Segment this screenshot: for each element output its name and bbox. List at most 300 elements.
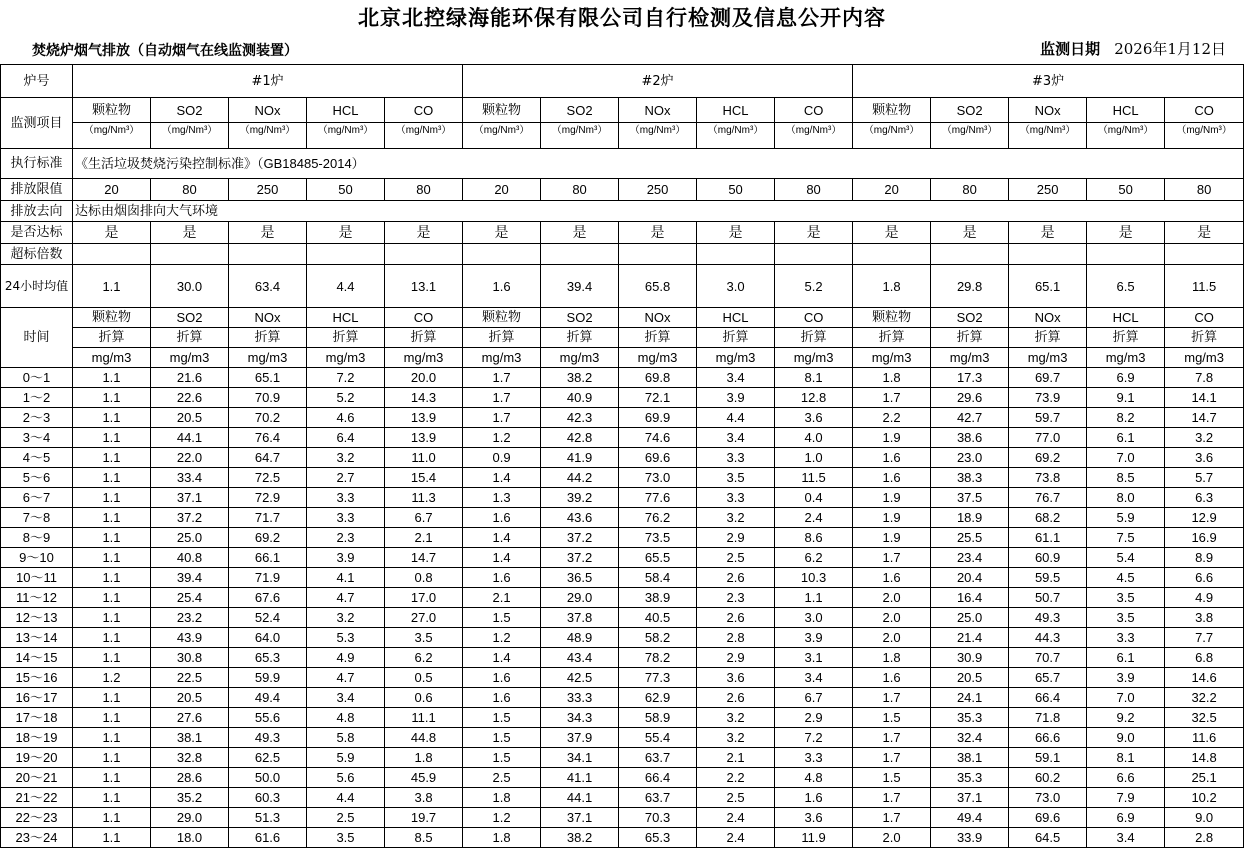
avg-value: 30.0 [151, 265, 229, 308]
item-label: 监测项目 [1, 98, 73, 149]
value-cell: 73.8 [1009, 468, 1087, 488]
value-cell: 4.7 [307, 668, 385, 688]
value-cell: 71.7 [229, 508, 307, 528]
time-cell: 4～5 [1, 448, 73, 468]
value-cell: 3.5 [385, 628, 463, 648]
exceed-label: 超标倍数 [1, 244, 73, 265]
value-cell: 22.6 [151, 388, 229, 408]
time-cell: 3～4 [1, 428, 73, 448]
value-cell: 19.7 [385, 808, 463, 828]
compliant-value: 是 [541, 222, 619, 244]
value-cell: 6.1 [1087, 428, 1165, 448]
value-cell: 2.2 [853, 408, 931, 428]
unit-header: （mg/Nm³） [697, 123, 775, 149]
value-cell: 33.3 [541, 688, 619, 708]
time-cell: 17～18 [1, 708, 73, 728]
value-cell: 2.0 [853, 828, 931, 848]
value-cell: 35.3 [931, 708, 1009, 728]
exceed-value [463, 244, 541, 265]
value-cell: 29.6 [931, 388, 1009, 408]
value-cell: 5.8 [307, 728, 385, 748]
value-cell: 6.6 [1165, 568, 1244, 588]
compliant-value: 是 [463, 222, 541, 244]
value-cell: 20.4 [931, 568, 1009, 588]
value-cell: 2.5 [307, 808, 385, 828]
value-cell: 3.6 [1165, 448, 1244, 468]
item-header: SO2 [541, 98, 619, 123]
avg-value: 1.8 [853, 265, 931, 308]
page-title: 北京北控绿海能环保有限公司自行检测及信息公开内容 [358, 5, 886, 30]
time-cell: 18～19 [1, 728, 73, 748]
item-header: NOx [619, 98, 697, 123]
value-cell: 7.2 [775, 728, 853, 748]
value-cell: 3.3 [697, 488, 775, 508]
value-cell: 3.1 [775, 648, 853, 668]
limit-value: 80 [541, 179, 619, 201]
value-cell: 6.8 [1165, 648, 1244, 668]
value-cell: 7.0 [1087, 448, 1165, 468]
value-cell: 4.0 [775, 428, 853, 448]
value-cell: 4.8 [307, 708, 385, 728]
value-cell: 3.2 [307, 448, 385, 468]
value-cell: 1.7 [853, 808, 931, 828]
exceed-value [151, 244, 229, 265]
converted-header: 折算 [385, 328, 463, 348]
value-cell: 13.9 [385, 408, 463, 428]
converted-header: 折算 [73, 328, 151, 348]
value-cell: 8.1 [1087, 748, 1165, 768]
value-cell: 1.9 [853, 528, 931, 548]
avg-value: 4.4 [307, 265, 385, 308]
value-cell: 14.3 [385, 388, 463, 408]
value-cell: 69.2 [1009, 448, 1087, 468]
value-cell: 73.0 [1009, 788, 1087, 808]
value-cell: 1.8 [463, 828, 541, 848]
value-cell: 0.9 [463, 448, 541, 468]
value-cell: 6.1 [1087, 648, 1165, 668]
value-cell: 1.1 [73, 368, 151, 388]
value-cell: 3.9 [1087, 668, 1165, 688]
item-header: CO [1165, 98, 1244, 123]
value-cell: 42.7 [931, 408, 1009, 428]
value-cell: 1.1 [73, 428, 151, 448]
hourly-item-header: CO [775, 308, 853, 328]
value-cell: 3.5 [1087, 588, 1165, 608]
value-cell: 4.1 [307, 568, 385, 588]
value-cell: 1.1 [73, 788, 151, 808]
hourly-unit-header: mg/m3 [931, 348, 1009, 368]
converted-header: 折算 [1087, 328, 1165, 348]
value-cell: 3.6 [775, 408, 853, 428]
value-cell: 20.5 [151, 408, 229, 428]
time-cell: 10～11 [1, 568, 73, 588]
value-cell: 8.5 [385, 828, 463, 848]
hourly-unit-header: mg/m3 [1165, 348, 1244, 368]
value-cell: 8.1 [775, 368, 853, 388]
value-cell: 63.7 [619, 788, 697, 808]
value-cell: 20.5 [931, 668, 1009, 688]
time-cell: 14～15 [1, 648, 73, 668]
value-cell: 9.2 [1087, 708, 1165, 728]
value-cell: 1.6 [853, 668, 931, 688]
limit-value: 80 [931, 179, 1009, 201]
compliant-value: 是 [229, 222, 307, 244]
value-cell: 2.9 [697, 648, 775, 668]
value-cell: 62.5 [229, 748, 307, 768]
monitoring-date [1040, 38, 1226, 59]
value-cell: 2.4 [697, 808, 775, 828]
value-cell: 1.6 [853, 468, 931, 488]
value-cell: 9.1 [1087, 388, 1165, 408]
value-cell: 28.6 [151, 768, 229, 788]
value-cell: 11.3 [385, 488, 463, 508]
value-cell: 35.2 [151, 788, 229, 808]
value-cell: 38.1 [151, 728, 229, 748]
value-cell: 1.1 [73, 528, 151, 548]
value-cell: 44.1 [541, 788, 619, 808]
value-cell: 1.8 [463, 788, 541, 808]
value-cell: 1.1 [73, 548, 151, 568]
value-cell: 3.2 [697, 708, 775, 728]
value-cell: 3.4 [307, 688, 385, 708]
value-cell: 12.9 [1165, 508, 1244, 528]
value-cell: 1.7 [463, 388, 541, 408]
value-cell: 21.6 [151, 368, 229, 388]
value-cell: 76.7 [1009, 488, 1087, 508]
value-cell: 18.0 [151, 828, 229, 848]
value-cell: 38.3 [931, 468, 1009, 488]
exceed-value [931, 244, 1009, 265]
value-cell: 64.5 [1009, 828, 1087, 848]
value-cell: 1.1 [73, 648, 151, 668]
value-cell: 1.5 [463, 708, 541, 728]
limit-label: 排放限值 [1, 179, 73, 201]
time-cell: 12～13 [1, 608, 73, 628]
converted-header: 折算 [619, 328, 697, 348]
value-cell: 6.7 [775, 688, 853, 708]
value-cell: 66.4 [1009, 688, 1087, 708]
unit-header: （mg/Nm³） [931, 123, 1009, 149]
value-cell: 1.6 [853, 448, 931, 468]
value-cell: 36.5 [541, 568, 619, 588]
value-cell: 45.9 [385, 768, 463, 788]
avg-value: 3.0 [697, 265, 775, 308]
value-cell: 55.4 [619, 728, 697, 748]
value-cell: 21.4 [931, 628, 1009, 648]
value-cell: 5.3 [307, 628, 385, 648]
value-cell: 1.9 [853, 488, 931, 508]
unit-header: （mg/Nm³） [229, 123, 307, 149]
value-cell: 5.4 [1087, 548, 1165, 568]
limit-value: 80 [775, 179, 853, 201]
avg-value: 65.1 [1009, 265, 1087, 308]
value-cell: 3.3 [307, 488, 385, 508]
value-cell: 1.5 [853, 708, 931, 728]
hourly-unit-header: mg/m3 [385, 348, 463, 368]
value-cell: 5.7 [1165, 468, 1244, 488]
value-cell: 3.2 [697, 508, 775, 528]
value-cell: 1.1 [73, 748, 151, 768]
value-cell: 50.7 [1009, 588, 1087, 608]
value-cell: 60.2 [1009, 768, 1087, 788]
hourly-unit-header: mg/m3 [73, 348, 151, 368]
value-cell: 37.2 [151, 508, 229, 528]
item-header: 颗粒物 [73, 98, 151, 123]
avg-value: 29.8 [931, 265, 1009, 308]
value-cell: 2.4 [775, 508, 853, 528]
item-header: CO [775, 98, 853, 123]
value-cell: 32.8 [151, 748, 229, 768]
value-cell: 38.6 [931, 428, 1009, 448]
value-cell: 33.9 [931, 828, 1009, 848]
compliant-value: 是 [775, 222, 853, 244]
value-cell: 24.1 [931, 688, 1009, 708]
value-cell: 51.3 [229, 808, 307, 828]
value-cell: 22.0 [151, 448, 229, 468]
value-cell: 61.6 [229, 828, 307, 848]
value-cell: 25.0 [151, 528, 229, 548]
value-cell: 4.8 [775, 768, 853, 788]
value-cell: 60.9 [1009, 548, 1087, 568]
hourly-unit-header: mg/m3 [307, 348, 385, 368]
value-cell: 44.8 [385, 728, 463, 748]
value-cell: 16.4 [931, 588, 1009, 608]
value-cell: 1.4 [463, 548, 541, 568]
value-cell: 69.9 [619, 408, 697, 428]
value-cell: 3.4 [697, 368, 775, 388]
value-cell: 5.2 [307, 388, 385, 408]
hourly-item-header: HCL [1087, 308, 1165, 328]
value-cell: 66.4 [619, 768, 697, 788]
value-cell: 2.6 [697, 688, 775, 708]
value-cell: 38.2 [541, 368, 619, 388]
value-cell: 43.6 [541, 508, 619, 528]
value-cell: 1.9 [853, 508, 931, 528]
value-cell: 1.7 [853, 388, 931, 408]
value-cell: 9.0 [1165, 808, 1244, 828]
time-cell: 13～14 [1, 628, 73, 648]
value-cell: 1.1 [73, 448, 151, 468]
value-cell: 3.9 [775, 628, 853, 648]
value-cell: 70.3 [619, 808, 697, 828]
value-cell: 76.4 [229, 428, 307, 448]
value-cell: 63.7 [619, 748, 697, 768]
value-cell: 77.3 [619, 668, 697, 688]
value-cell: 4.4 [697, 408, 775, 428]
limit-value: 250 [229, 179, 307, 201]
value-cell: 66.1 [229, 548, 307, 568]
hourly-unit-header: mg/m3 [229, 348, 307, 368]
unit-header: （mg/Nm³） [73, 123, 151, 149]
exceed-value [307, 244, 385, 265]
time-cell: 8～9 [1, 528, 73, 548]
value-cell: 40.8 [151, 548, 229, 568]
compliant-value: 是 [619, 222, 697, 244]
value-cell: 65.3 [229, 648, 307, 668]
hourly-item-header: SO2 [151, 308, 229, 328]
value-cell: 77.0 [1009, 428, 1087, 448]
value-cell: 0.8 [385, 568, 463, 588]
item-header: CO [385, 98, 463, 123]
exceed-value [73, 244, 151, 265]
value-cell: 7.7 [1165, 628, 1244, 648]
furnace-header: #1炉 [73, 65, 463, 98]
value-cell: 1.1 [73, 728, 151, 748]
compliant-value: 是 [307, 222, 385, 244]
hourly-item-header: SO2 [541, 308, 619, 328]
time-cell: 15～16 [1, 668, 73, 688]
avg-value: 11.5 [1165, 265, 1244, 308]
value-cell: 1.1 [73, 628, 151, 648]
value-cell: 76.2 [619, 508, 697, 528]
value-cell: 37.5 [931, 488, 1009, 508]
value-cell: 1.3 [463, 488, 541, 508]
unit-header: （mg/Nm³） [1165, 123, 1244, 149]
value-cell: 1.9 [853, 428, 931, 448]
value-cell: 7.0 [1087, 688, 1165, 708]
value-cell: 44.3 [1009, 628, 1087, 648]
exceed-value [619, 244, 697, 265]
value-cell: 14.7 [1165, 408, 1244, 428]
value-cell: 30.8 [151, 648, 229, 668]
value-cell: 1.7 [853, 688, 931, 708]
value-cell: 44.1 [151, 428, 229, 448]
avg-value: 39.4 [541, 265, 619, 308]
value-cell: 59.1 [1009, 748, 1087, 768]
value-cell: 69.6 [619, 448, 697, 468]
value-cell: 1.6 [463, 508, 541, 528]
value-cell: 8.2 [1087, 408, 1165, 428]
value-cell: 16.9 [1165, 528, 1244, 548]
value-cell: 1.1 [775, 588, 853, 608]
value-cell: 30.9 [931, 648, 1009, 668]
limit-value: 50 [307, 179, 385, 201]
value-cell: 69.7 [1009, 368, 1087, 388]
value-cell: 49.3 [1009, 608, 1087, 628]
value-cell: 59.9 [229, 668, 307, 688]
value-cell: 3.9 [697, 388, 775, 408]
hourly-unit-header: mg/m3 [1087, 348, 1165, 368]
limit-value: 50 [1087, 179, 1165, 201]
compliant-value: 是 [853, 222, 931, 244]
value-cell: 3.6 [697, 668, 775, 688]
value-cell: 73.5 [619, 528, 697, 548]
limit-value: 80 [1165, 179, 1244, 201]
value-cell: 1.6 [775, 788, 853, 808]
value-cell: 1.7 [853, 748, 931, 768]
hourly-item-header: HCL [697, 308, 775, 328]
value-cell: 42.5 [541, 668, 619, 688]
value-cell: 1.8 [385, 748, 463, 768]
value-cell: 2.0 [853, 628, 931, 648]
value-cell: 1.6 [463, 668, 541, 688]
limit-value: 250 [619, 179, 697, 201]
value-cell: 6.9 [1087, 808, 1165, 828]
value-cell: 1.7 [853, 728, 931, 748]
value-cell: 1.0 [775, 448, 853, 468]
compliant-value: 是 [931, 222, 1009, 244]
value-cell: 2.1 [463, 588, 541, 608]
exceed-value [541, 244, 619, 265]
value-cell: 69.2 [229, 528, 307, 548]
value-cell: 3.3 [307, 508, 385, 528]
value-cell: 37.9 [541, 728, 619, 748]
time-cell: 21～22 [1, 788, 73, 808]
value-cell: 39.4 [151, 568, 229, 588]
value-cell: 2.5 [697, 548, 775, 568]
exceed-value [229, 244, 307, 265]
value-cell: 38.1 [931, 748, 1009, 768]
value-cell: 3.3 [1087, 628, 1165, 648]
value-cell: 1.5 [853, 768, 931, 788]
value-cell: 37.8 [541, 608, 619, 628]
value-cell: 73.9 [1009, 388, 1087, 408]
value-cell: 67.6 [229, 588, 307, 608]
value-cell: 3.6 [775, 808, 853, 828]
value-cell: 1.8 [853, 648, 931, 668]
value-cell: 42.8 [541, 428, 619, 448]
value-cell: 3.4 [775, 668, 853, 688]
value-cell: 2.8 [1165, 828, 1244, 848]
value-cell: 1.5 [463, 748, 541, 768]
item-header: SO2 [931, 98, 1009, 123]
converted-header: 折算 [229, 328, 307, 348]
value-cell: 5.6 [307, 768, 385, 788]
value-cell: 34.1 [541, 748, 619, 768]
item-header: HCL [1087, 98, 1165, 123]
value-cell: 1.1 [73, 468, 151, 488]
value-cell: 1.2 [463, 628, 541, 648]
unit-header: （mg/Nm³） [619, 123, 697, 149]
value-cell: 3.2 [697, 728, 775, 748]
value-cell: 2.1 [385, 528, 463, 548]
direction-label: 排放去向 [1, 201, 73, 222]
value-cell: 23.4 [931, 548, 1009, 568]
value-cell: 27.0 [385, 608, 463, 628]
value-cell: 0.6 [385, 688, 463, 708]
converted-header: 折算 [307, 328, 385, 348]
limit-value: 20 [73, 179, 151, 201]
converted-header: 折算 [1009, 328, 1087, 348]
hourly-item-header: CO [385, 308, 463, 328]
value-cell: 70.7 [1009, 648, 1087, 668]
value-cell: 52.4 [229, 608, 307, 628]
converted-header: 折算 [1165, 328, 1244, 348]
exceed-value [775, 244, 853, 265]
value-cell: 3.2 [307, 608, 385, 628]
item-header: 颗粒物 [853, 98, 931, 123]
limit-value: 80 [385, 179, 463, 201]
value-cell: 2.1 [697, 748, 775, 768]
converted-header: 折算 [697, 328, 775, 348]
furnace-header: #3炉 [853, 65, 1244, 98]
value-cell: 11.5 [775, 468, 853, 488]
time-cell: 19～20 [1, 748, 73, 768]
exceed-value [853, 244, 931, 265]
value-cell: 38.9 [619, 588, 697, 608]
time-cell: 1～2 [1, 388, 73, 408]
value-cell: 1.1 [73, 388, 151, 408]
converted-header: 折算 [541, 328, 619, 348]
value-cell: 11.9 [775, 828, 853, 848]
value-cell: 72.1 [619, 388, 697, 408]
value-cell: 0.5 [385, 668, 463, 688]
value-cell: 23.0 [931, 448, 1009, 468]
value-cell: 10.3 [775, 568, 853, 588]
page-subtitle: 焚烧炉烟气排放（自动烟气在线监测装置） [32, 43, 298, 59]
value-cell: 55.6 [229, 708, 307, 728]
value-cell: 1.1 [73, 608, 151, 628]
